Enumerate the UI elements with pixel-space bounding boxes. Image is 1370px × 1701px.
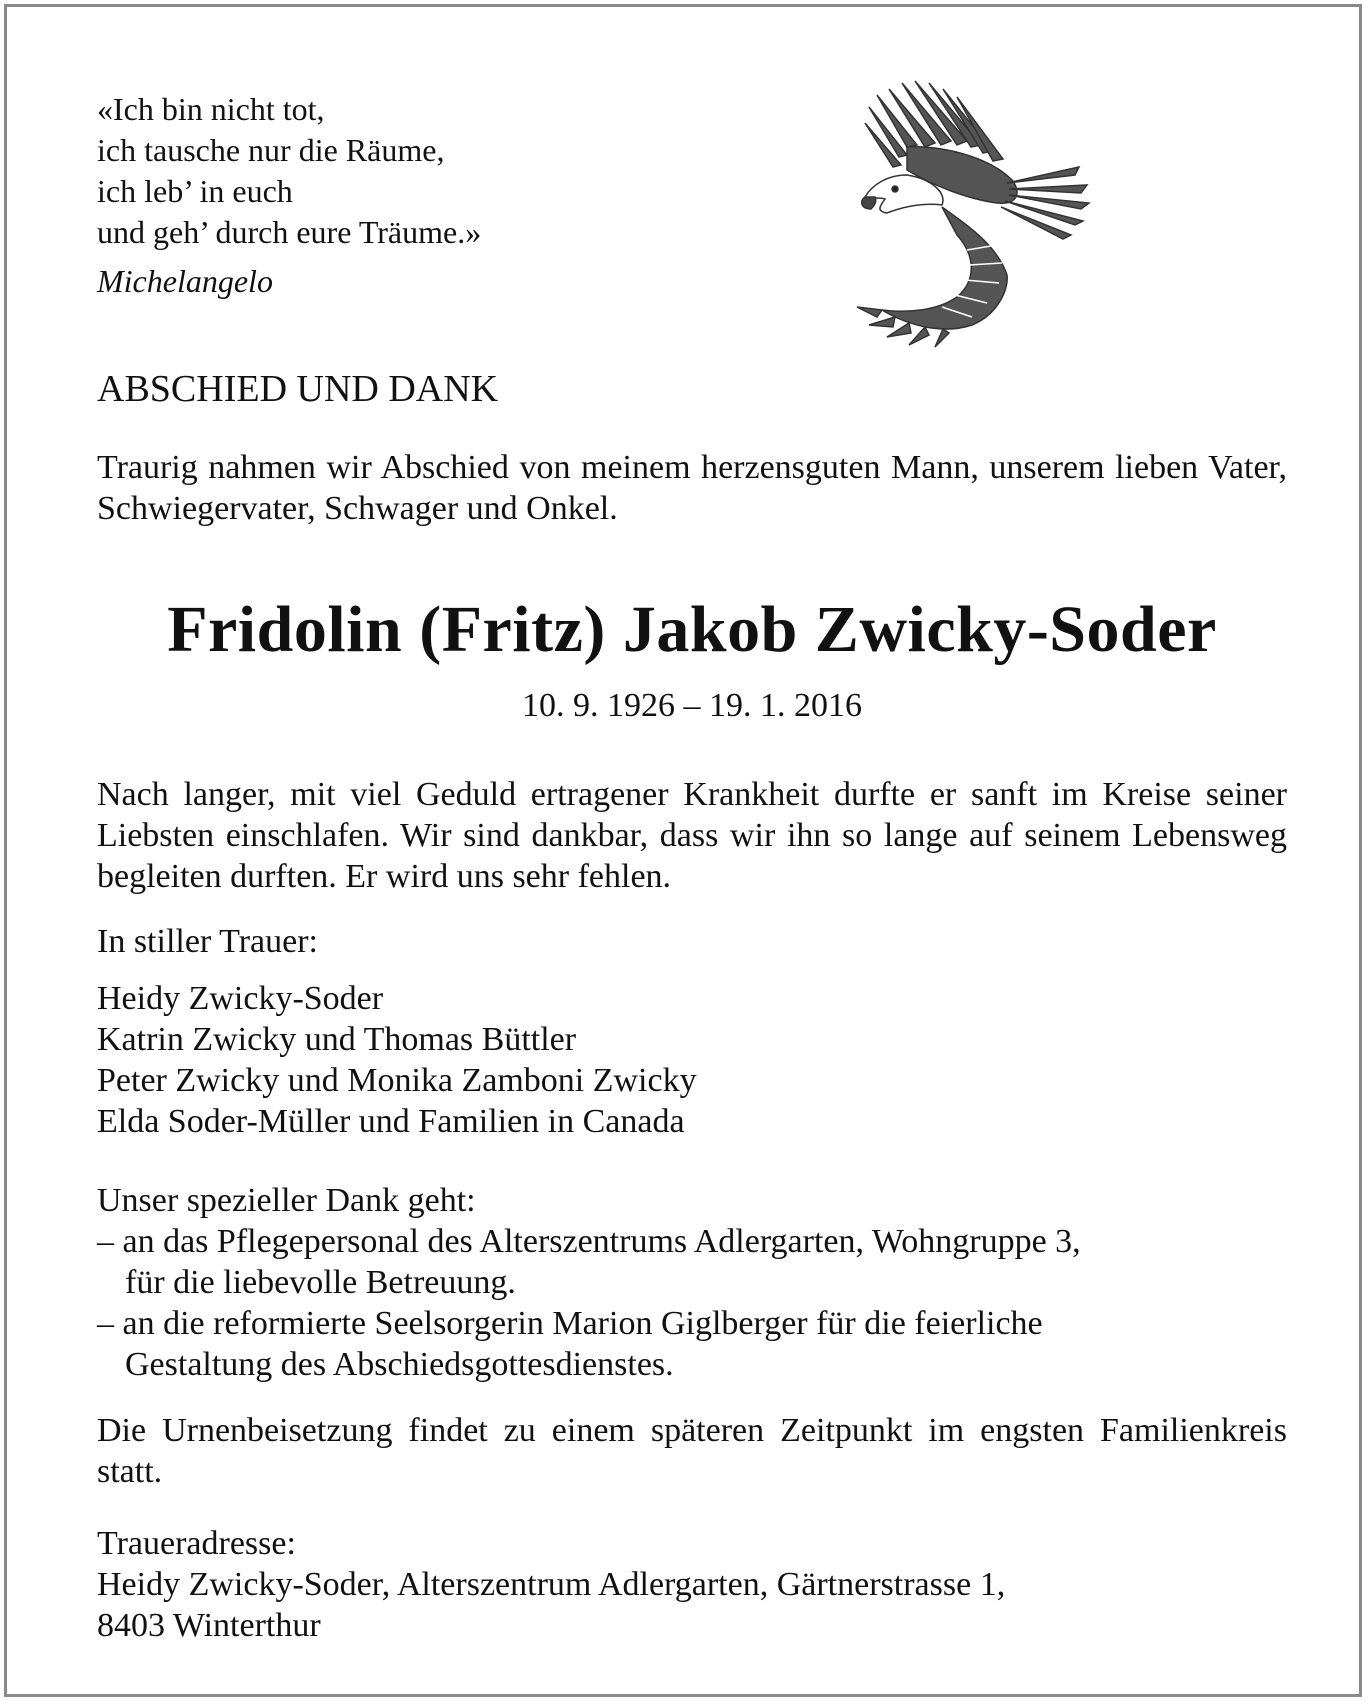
- mourner-name: Peter Zwicky und Monika Zamboni Zwicky: [97, 1062, 697, 1099]
- intro-paragraph: Traurig nahmen wir Abschied von meinem herzensguten Mann, unserem lieben Vater, Schwiegervater, Schwager und Onkel.: [97, 449, 1287, 527]
- thanks-intro: Unser spezieller Dank geht:: [97, 1182, 476, 1219]
- mourner-name: Katrin Zwicky und Thomas Büttler: [97, 1021, 577, 1058]
- mourner-name: Elda Soder-Müller und Familien in Canada: [97, 1103, 685, 1140]
- quote-line: ich leb’ in euch: [97, 173, 293, 209]
- page-frame: [4, 4, 1362, 1697]
- deceased-name: Fridolin (Fritz) Jakob Zwicky-Soder: [167, 593, 1217, 666]
- message-paragraph: Nach langer, mit viel Geduld ertragener Krankheit durfte er sanft im Kreise seiner Liebsten einschlafen. Wir sind dankbar, dass wir ihn so lange auf seinem Lebensweg begleiten durften. Er wird uns sehr fehlen.: [97, 776, 1287, 895]
- thanks-item-line: Gestaltung des Abschiedsgottesdienstes.: [125, 1346, 674, 1383]
- mourner-name: Heidy Zwicky-Soder: [97, 980, 384, 1017]
- thanks-item-line: für die liebevolle Betreuung.: [125, 1264, 516, 1301]
- mourners-list: [97, 978, 697, 1142]
- quote-line: und geh’ durch eure Träume.»: [97, 214, 482, 250]
- address-label: Traueradresse:: [97, 1525, 296, 1562]
- quote-author: Michelangelo: [97, 263, 273, 299]
- eagle-icon: [847, 75, 1112, 350]
- mourning-label: In stiller Trauer:: [97, 923, 318, 960]
- notice-heading: ABSCHIED UND DANK: [97, 368, 499, 410]
- quote-line: ich tausche nur die Räume,: [97, 132, 445, 168]
- address-line: 8403 Winterthur: [97, 1607, 321, 1644]
- quote-line: «Ich bin nicht tot,: [97, 91, 325, 127]
- thanks-item-line: – an das Pflegepersonal des Alterszentrums Adlergarten, Wohngruppe 3,: [97, 1223, 1081, 1260]
- quote-block: [97, 89, 481, 302]
- thanks-block: [97, 1180, 1081, 1385]
- thanks-item-line: – an die reformierte Seelsorgerin Marion Giglberger für die feierliche: [97, 1305, 1043, 1342]
- mourning-address: [97, 1523, 1005, 1646]
- address-line: Heidy Zwicky-Soder, Alterszentrum Adlergarten, Gärtnerstrasse 1,: [97, 1566, 1006, 1603]
- life-dates: 10. 9. 1926 – 19. 1. 2016: [522, 687, 862, 724]
- burial-paragraph: Die Urnenbeisetzung findet zu einem späteren Zeitpunkt im engsten Familienkreis statt.: [97, 1412, 1287, 1490]
